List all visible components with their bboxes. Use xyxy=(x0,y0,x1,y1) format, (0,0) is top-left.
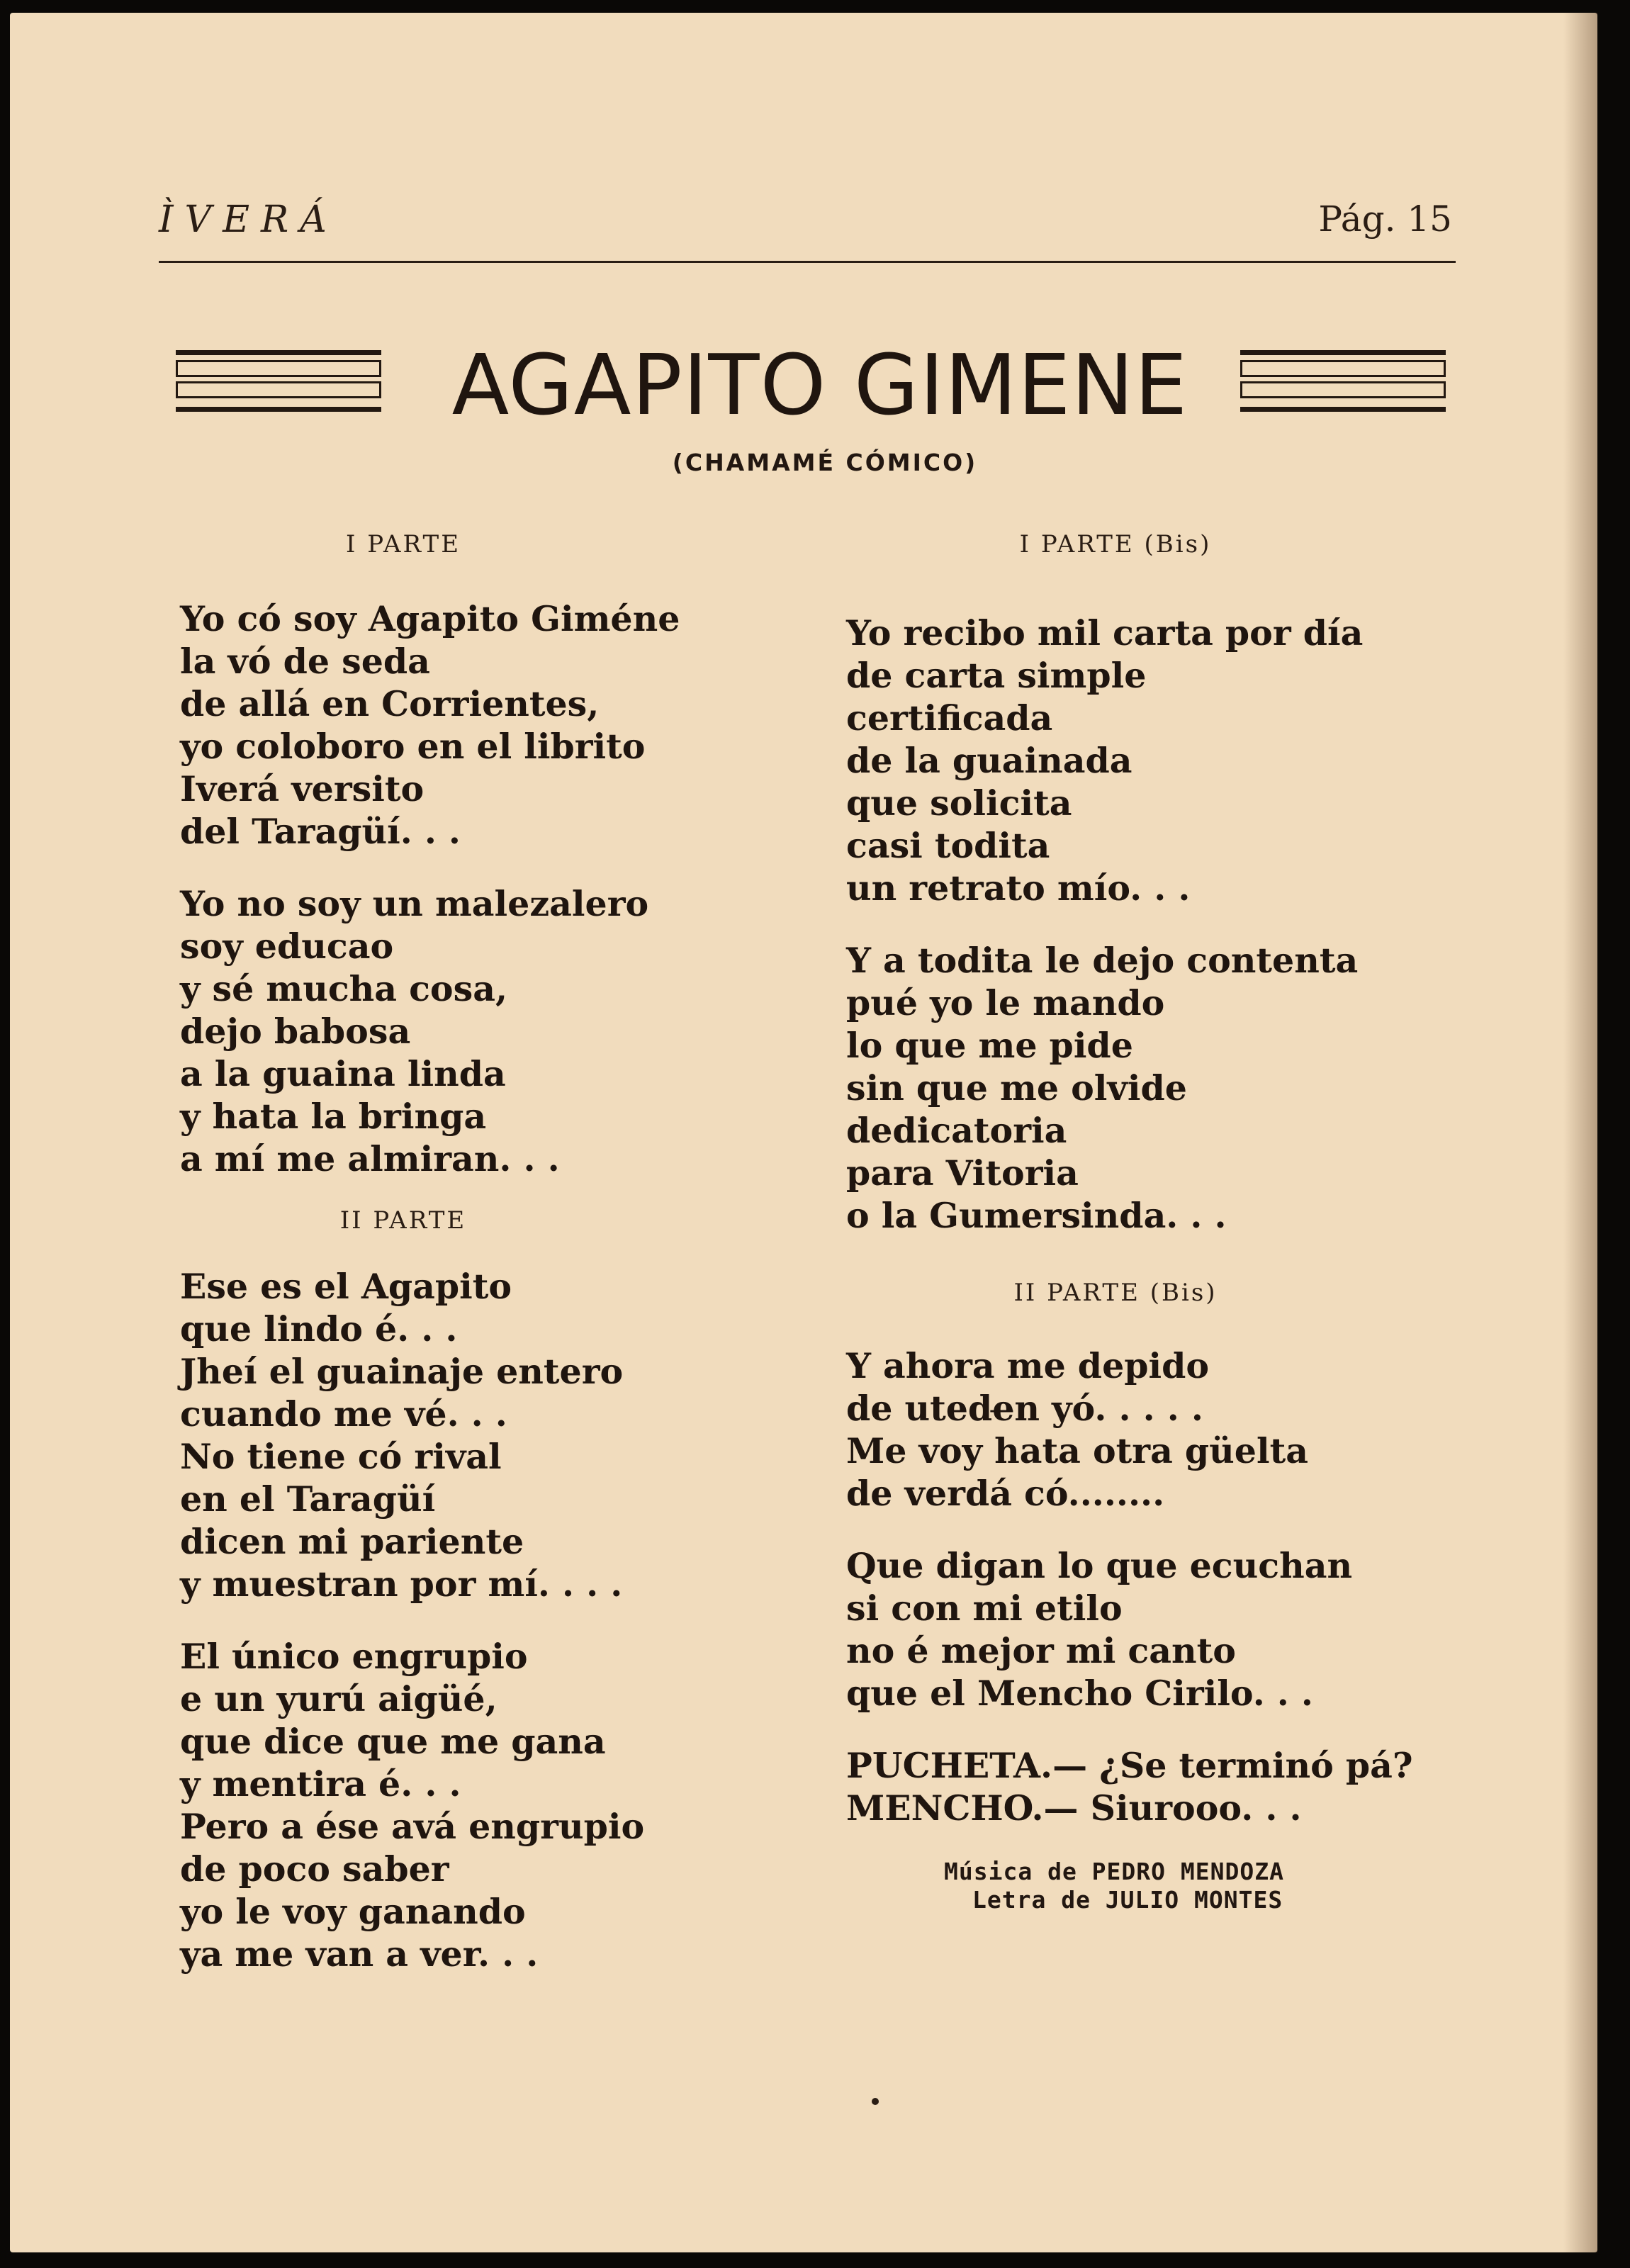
stanza xyxy=(180,597,818,853)
lyric-line: cuando me vé. . . xyxy=(180,1393,507,1435)
lyric-line: Y ahora me depido xyxy=(846,1345,1210,1386)
lyric-line: pué yo le mando xyxy=(846,982,1165,1023)
lyric-line: no é mejor mi canto xyxy=(846,1630,1236,1671)
stanza xyxy=(180,1635,818,1975)
dialogue-line: PUCHETA.— ¿Se terminó pá? xyxy=(846,1745,1413,1786)
lyric-line: Ese es el Agapito xyxy=(180,1266,512,1307)
title-ornament-left xyxy=(176,350,381,412)
stanza xyxy=(846,1344,1484,1515)
left-column xyxy=(180,520,818,1975)
lyric-line: dicen mi pariente xyxy=(180,1521,524,1562)
lyric-line: y mentira é. . . xyxy=(180,1763,461,1804)
lyric-line: en el Taragüí xyxy=(180,1478,436,1520)
credit-lyrics: Letra de JULIO MONTES xyxy=(972,1886,1283,1914)
song-title: AGAPITO GIMENE xyxy=(451,336,1188,434)
lyric-line: de utede̶n yó. . . . . xyxy=(846,1388,1203,1429)
dialogue-line: MENCHO.— Siurooo. . . xyxy=(846,1787,1302,1829)
lyric-line: que dice que me gana xyxy=(180,1721,606,1762)
running-head-magazine: ÌVERÁ xyxy=(159,198,338,241)
lyric-line: certificada xyxy=(846,697,1053,739)
lyric-line: si con mi etilo xyxy=(846,1588,1123,1629)
page-number: Pág. 15 xyxy=(1318,198,1452,240)
lyric-line: Que digan lo que ecuchan xyxy=(846,1545,1353,1586)
stanza xyxy=(846,939,1484,1237)
lyric-line: e un yurú aigüé, xyxy=(180,1678,498,1719)
lyric-line: Yo no soy un malezalero xyxy=(180,883,649,924)
header-rule xyxy=(159,261,1456,263)
lyric-line: lo que me pide xyxy=(846,1025,1133,1066)
lyric-line: y muestran por mí. . . . xyxy=(180,1564,623,1605)
lyric-line: de carta simple xyxy=(846,655,1147,696)
lyric-line: ya me van a ver. . . xyxy=(180,1933,539,1975)
lyric-line: sin que me olvide xyxy=(846,1067,1187,1108)
lyric-line: Y a todita le dejo contenta xyxy=(846,940,1359,981)
song-subtitle: (CHAMAMÉ CÓMICO) xyxy=(672,449,978,476)
lyric-line: que lindo é. . . xyxy=(180,1308,458,1349)
lyric-line: a mí me almiran. . . xyxy=(180,1138,560,1179)
lyric-line: Yo có soy Agapito Giméne xyxy=(180,598,680,639)
lyric-line: de verdá có........ xyxy=(846,1473,1165,1514)
stanza xyxy=(846,612,1484,909)
credit-music: Música de PEDRO MENDOZA xyxy=(944,1858,1284,1885)
lyric-line: que el Mencho Cirilo. . . xyxy=(846,1673,1313,1714)
lyric-line: un retrato mío. . . xyxy=(846,868,1191,909)
stanza xyxy=(180,882,818,1180)
stanza xyxy=(846,1544,1484,1714)
lyric-line: y sé mucha cosa, xyxy=(180,968,508,1009)
page-edge-shadow xyxy=(1563,13,1597,2252)
part-heading-2-bis: II PARTE (Bis) xyxy=(1013,1279,1218,1307)
lyric-line: Jheí el guainaje entero xyxy=(180,1351,624,1392)
lyric-line: de allá en Corrientes, xyxy=(180,683,600,724)
lyric-line: soy educao xyxy=(180,926,394,967)
lyric-line: a la guaina linda xyxy=(180,1053,506,1094)
title-row xyxy=(164,332,1461,438)
magazine-page xyxy=(10,13,1597,2252)
lyric-line: dedicatoria xyxy=(846,1110,1067,1151)
lyric-line: de poco saber xyxy=(180,1848,449,1890)
stanza xyxy=(180,1265,818,1605)
song-credits xyxy=(944,1858,1284,1914)
lyric-line: para Vitoria xyxy=(846,1152,1079,1194)
right-column xyxy=(846,520,1484,1829)
lyric-line: Iverá versito xyxy=(180,768,425,809)
title-ornament-right xyxy=(1240,350,1446,412)
lyric-line: o la Gumersinda. . . xyxy=(846,1195,1227,1236)
lyric-line: dejo babosa xyxy=(180,1011,411,1052)
lyric-line: casi todita xyxy=(846,825,1050,866)
lyric-line: y hata la bringa xyxy=(180,1096,487,1137)
part-heading-2: II PARTE xyxy=(339,1206,467,1235)
lyric-line: yo coloboro en el librito xyxy=(180,726,646,767)
part-heading-1: I PARTE xyxy=(345,530,461,558)
lyric-line: de la guainada xyxy=(846,740,1132,781)
lyric-line: Yo recibo mil carta por día xyxy=(846,612,1364,653)
lyric-line: la vó de seda xyxy=(180,641,430,682)
lyric-line: Me voy hata otra güelta xyxy=(846,1430,1308,1471)
page-mark-dot xyxy=(872,2098,879,2105)
lyric-line: yo le voy ganando xyxy=(180,1891,526,1932)
lyric-line: El único engrupio xyxy=(180,1636,528,1677)
lyric-line: No tiene có rival xyxy=(180,1436,502,1477)
lyric-line: que solicita xyxy=(846,782,1072,824)
lyric-line: Pero a ése avá engrupio xyxy=(180,1806,645,1847)
part-heading-1-bis: I PARTE (Bis) xyxy=(1019,530,1212,558)
dialogue xyxy=(846,1744,1484,1829)
lyric-line: del Taragüí. . . xyxy=(180,811,461,852)
